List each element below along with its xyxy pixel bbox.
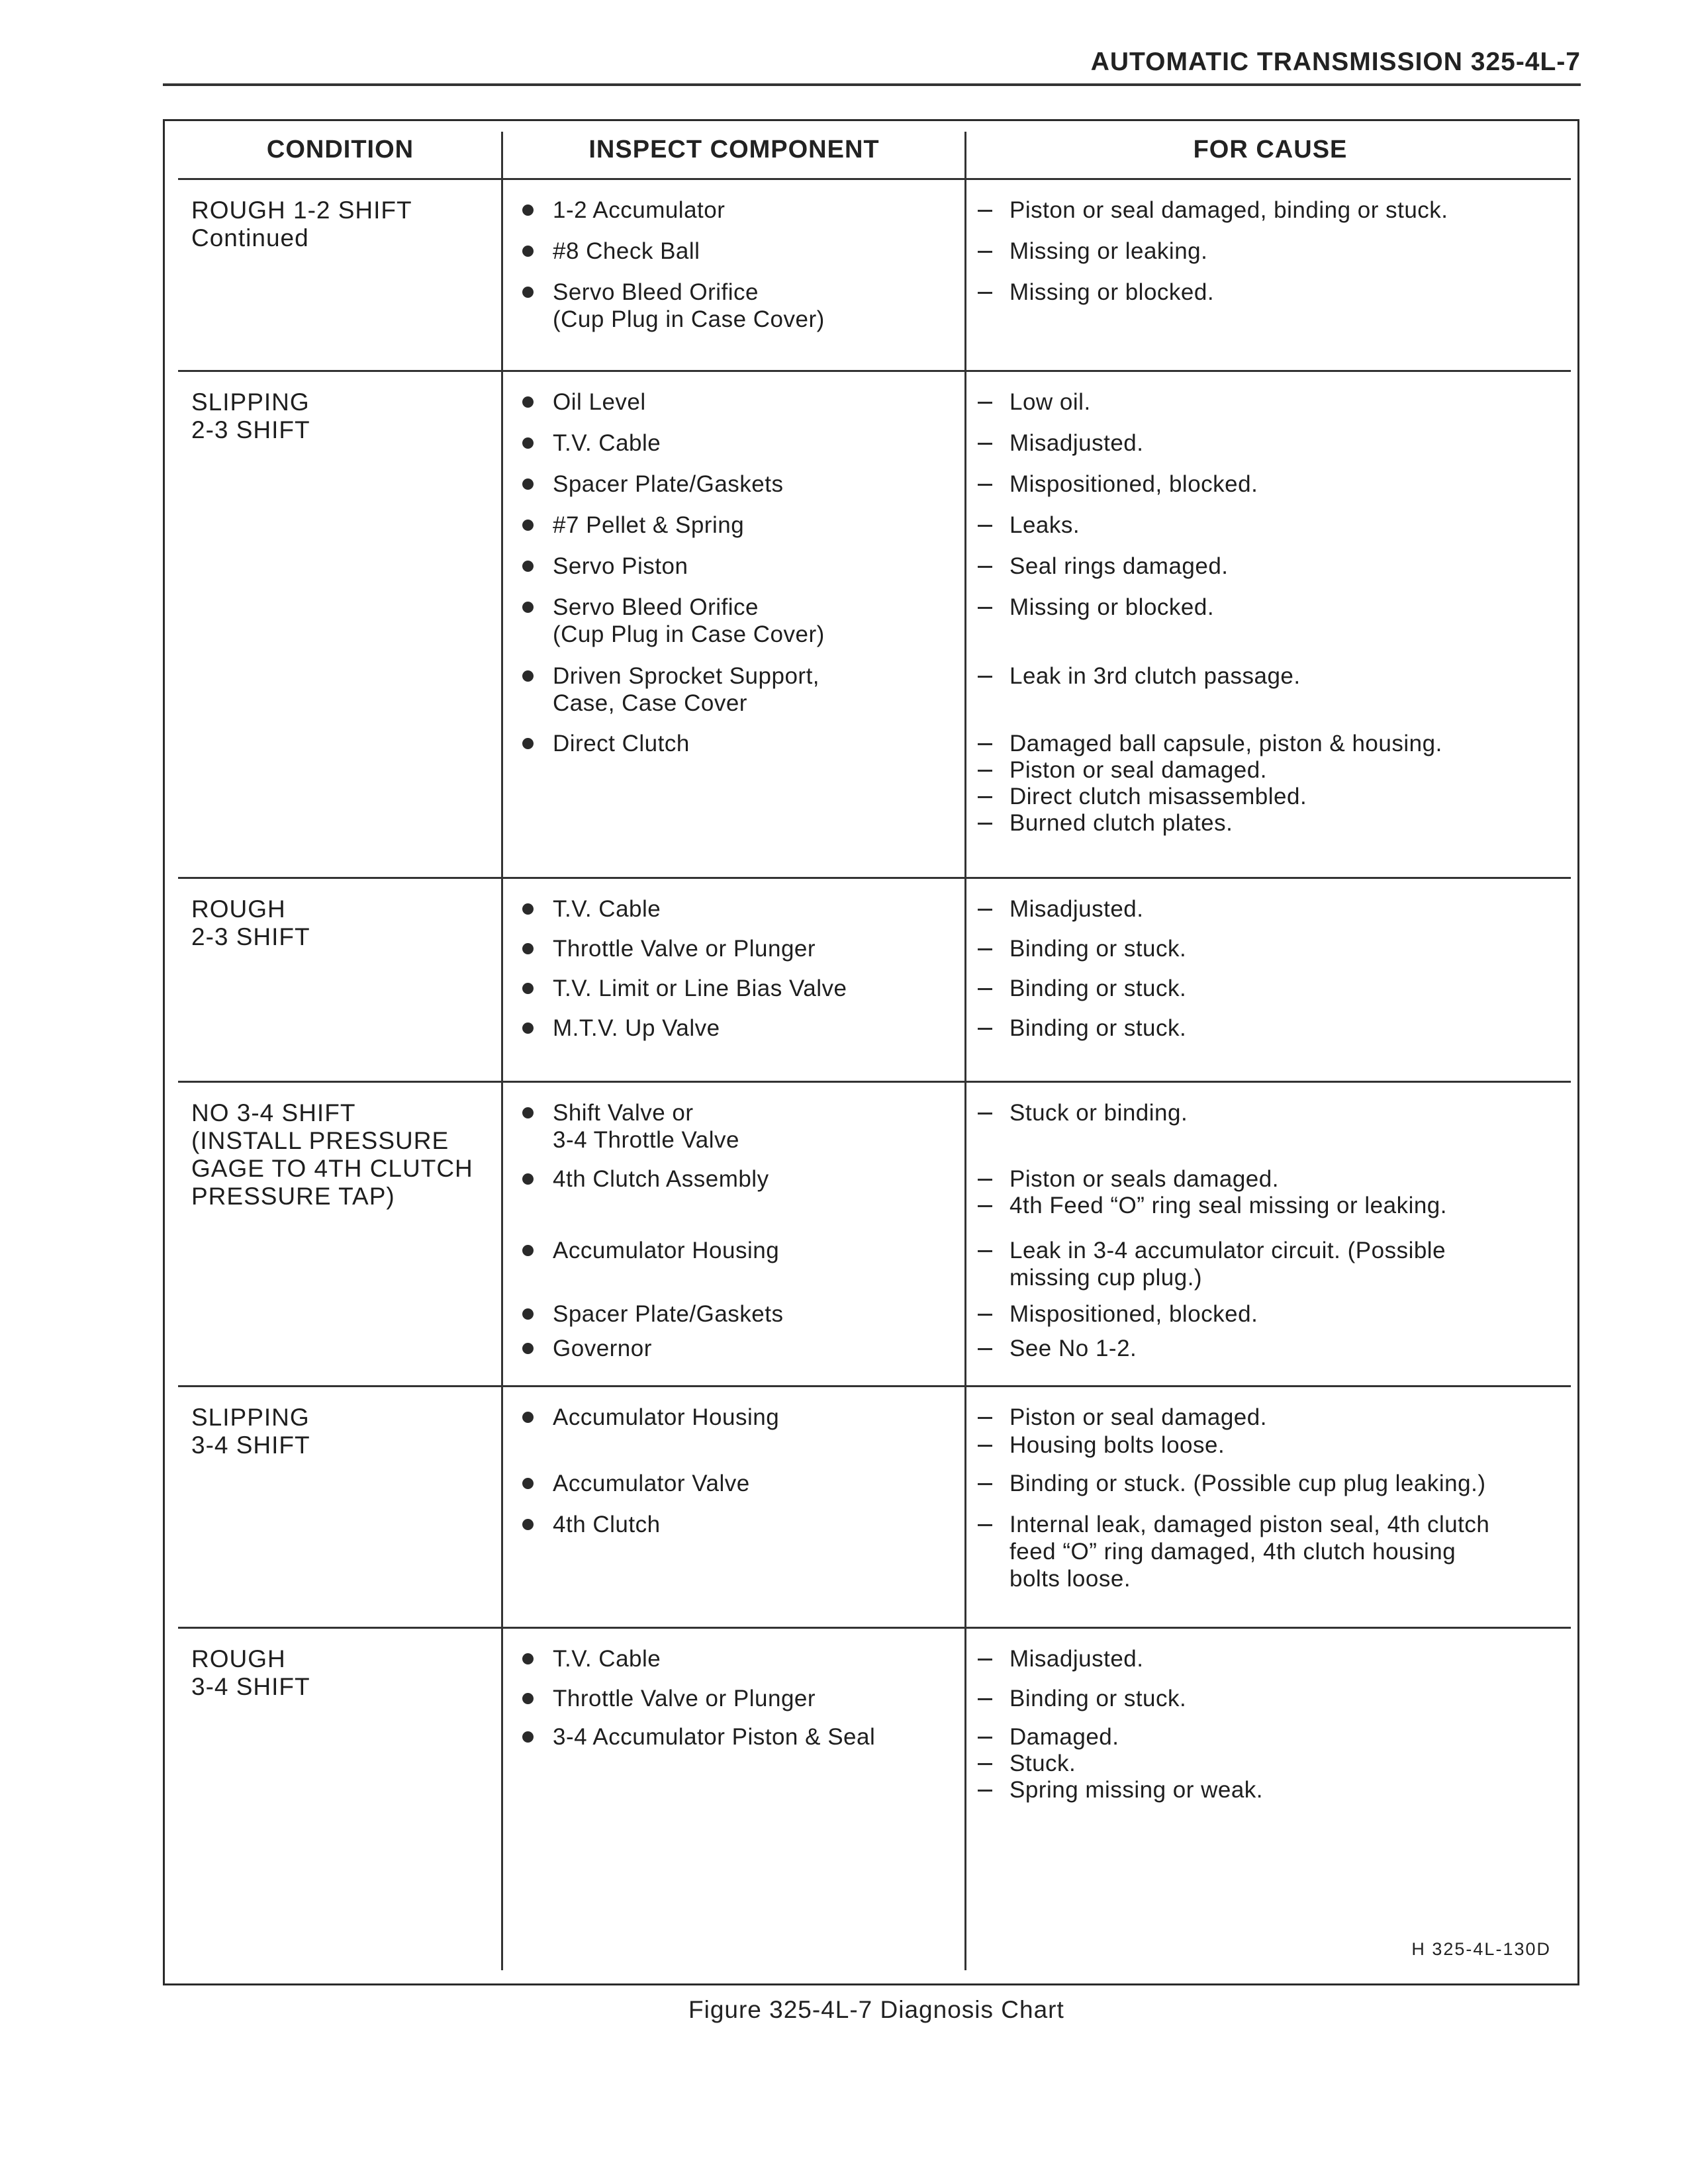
condition-cell bbox=[191, 197, 502, 252]
dash-icon bbox=[978, 292, 992, 294]
component-item bbox=[516, 1685, 953, 1712]
cause-text: Binding or stuck. bbox=[1009, 936, 1187, 962]
dash-icon bbox=[978, 210, 992, 212]
component-item bbox=[516, 1511, 953, 1538]
cause-item bbox=[972, 1237, 1568, 1291]
component-text: Direct Clutch bbox=[553, 731, 690, 756]
condition-text: ROUGH 1-2 SHIFT bbox=[191, 197, 412, 224]
component-item bbox=[516, 1099, 953, 1154]
component-item bbox=[516, 975, 953, 1002]
component-item bbox=[516, 238, 953, 265]
component-text: Servo Bleed Orifice bbox=[553, 279, 759, 305]
cause-item bbox=[972, 197, 1568, 224]
cause-item bbox=[972, 1335, 1568, 1362]
column-header-for-cause: FOR CAUSE bbox=[1193, 136, 1348, 163]
cause-item bbox=[972, 1192, 1568, 1219]
dash-icon bbox=[978, 484, 992, 486]
component-text: (Cup Plug in Case Cover) bbox=[553, 306, 825, 332]
cause-item bbox=[972, 388, 1568, 416]
dash-icon bbox=[978, 1179, 992, 1181]
bullet-icon bbox=[522, 1023, 534, 1034]
dash-icon bbox=[978, 743, 992, 745]
component-item bbox=[516, 1237, 953, 1264]
cause-text: Leaks. bbox=[1009, 512, 1080, 538]
row-divider bbox=[178, 877, 1571, 879]
component-item bbox=[516, 594, 953, 648]
cause-text: Piston or seals damaged. bbox=[1009, 1166, 1279, 1192]
component-item bbox=[516, 1723, 953, 1751]
dash-icon bbox=[978, 1763, 992, 1765]
condition-text: ROUGH bbox=[191, 1645, 286, 1672]
bullet-icon bbox=[522, 602, 534, 613]
component-item bbox=[516, 553, 953, 580]
component-text: #8 Check Ball bbox=[553, 238, 700, 264]
dash-icon bbox=[978, 525, 992, 527]
dash-icon bbox=[978, 402, 992, 404]
cause-item bbox=[972, 809, 1568, 837]
cause-item bbox=[972, 1404, 1568, 1431]
condition-cell bbox=[191, 388, 502, 444]
cause-item bbox=[972, 783, 1568, 810]
cause-text: Piston or seal damaged, binding or stuck. bbox=[1009, 197, 1448, 223]
component-item bbox=[516, 388, 953, 416]
component-item bbox=[516, 1404, 953, 1431]
cause-item bbox=[972, 662, 1568, 690]
component-item bbox=[516, 730, 953, 757]
dash-icon bbox=[978, 1417, 992, 1419]
diagnosis-chart bbox=[163, 119, 1579, 1985]
component-item bbox=[516, 1165, 953, 1193]
cause-text: feed “O” ring damaged, 4th clutch housing bbox=[1009, 1539, 1456, 1565]
condition-text: 3-4 SHIFT bbox=[191, 1673, 310, 1700]
dash-icon bbox=[978, 1250, 992, 1252]
component-text: 1-2 Accumulator bbox=[553, 197, 726, 223]
component-text: M.T.V. Up Valve bbox=[553, 1015, 720, 1041]
row-divider bbox=[178, 1081, 1571, 1083]
cause-text: Misadjusted. bbox=[1009, 430, 1144, 456]
row-divider bbox=[178, 370, 1571, 372]
component-text: Throttle Valve or Plunger bbox=[553, 1686, 816, 1711]
component-text: Governor bbox=[553, 1336, 652, 1361]
component-text: T.V. Cable bbox=[553, 896, 661, 922]
condition-cell bbox=[191, 895, 502, 951]
cause-text: missing cup plug.) bbox=[1009, 1265, 1203, 1291]
bullet-icon bbox=[522, 670, 534, 682]
bullet-icon bbox=[522, 1478, 534, 1489]
component-item bbox=[516, 935, 953, 962]
cause-item bbox=[972, 594, 1568, 621]
cause-item bbox=[972, 1165, 1568, 1193]
component-item bbox=[516, 1645, 953, 1672]
dash-icon bbox=[978, 1314, 992, 1316]
cause-item bbox=[972, 1470, 1568, 1497]
cause-item bbox=[972, 430, 1568, 457]
cause-item bbox=[972, 1015, 1568, 1042]
condition-text: ROUGH bbox=[191, 895, 286, 923]
component-text: 4th Clutch bbox=[553, 1512, 661, 1537]
bullet-icon bbox=[522, 1245, 534, 1256]
component-item bbox=[516, 1335, 953, 1362]
cause-item bbox=[972, 1750, 1568, 1777]
component-text: Spacer Plate/Gaskets bbox=[553, 1301, 784, 1327]
cause-item bbox=[972, 238, 1568, 265]
component-text: (Cup Plug in Case Cover) bbox=[553, 621, 825, 647]
cause-text: Damaged ball capsule, piston & housing. bbox=[1009, 731, 1442, 756]
cause-item bbox=[972, 935, 1568, 962]
cause-item bbox=[972, 1432, 1568, 1459]
cause-text: Piston or seal damaged. bbox=[1009, 757, 1267, 783]
bullet-icon bbox=[522, 437, 534, 449]
cause-item bbox=[972, 1723, 1568, 1751]
bullet-icon bbox=[522, 903, 534, 915]
bullet-icon bbox=[522, 1519, 534, 1530]
cause-text: Stuck or binding. bbox=[1009, 1100, 1188, 1126]
condition-text: 3-4 SHIFT bbox=[191, 1432, 310, 1459]
column-divider bbox=[964, 132, 966, 1970]
cause-text: Direct clutch misassembled. bbox=[1009, 784, 1307, 809]
figure-caption: Figure 325-4L-7 Diagnosis Chart bbox=[688, 1996, 1064, 2023]
cause-item bbox=[972, 1776, 1568, 1803]
component-text: Servo Piston bbox=[553, 553, 688, 579]
cause-text: Missing or leaking. bbox=[1009, 238, 1208, 264]
cause-text: Stuck. bbox=[1009, 1751, 1076, 1776]
bullet-icon bbox=[522, 396, 534, 408]
component-item bbox=[516, 512, 953, 539]
component-text: Case, Case Cover bbox=[553, 690, 747, 716]
condition-text: 2-3 SHIFT bbox=[191, 416, 310, 443]
component-text: Accumulator Housing bbox=[553, 1404, 780, 1430]
dash-icon bbox=[978, 1698, 992, 1700]
bullet-icon bbox=[522, 1173, 534, 1185]
cause-text: Spring missing or weak. bbox=[1009, 1777, 1264, 1803]
bullet-icon bbox=[522, 1107, 534, 1118]
bullet-icon bbox=[522, 1412, 534, 1423]
bullet-icon bbox=[522, 478, 534, 490]
row-divider bbox=[178, 178, 1571, 180]
dash-icon bbox=[978, 909, 992, 911]
component-item bbox=[516, 1470, 953, 1497]
cause-text: Missing or blocked. bbox=[1009, 594, 1215, 620]
bullet-icon bbox=[522, 205, 534, 216]
bullet-icon bbox=[522, 1653, 534, 1664]
component-text: #7 Pellet & Spring bbox=[553, 512, 745, 538]
cause-item bbox=[972, 1685, 1568, 1712]
bullet-icon bbox=[522, 1343, 534, 1354]
dash-icon bbox=[978, 1483, 992, 1485]
dash-icon bbox=[978, 607, 992, 609]
condition-text: GAGE TO 4TH CLUTCH bbox=[191, 1155, 473, 1182]
cause-text: bolts loose. bbox=[1009, 1566, 1131, 1592]
cause-text: Burned clutch plates. bbox=[1009, 810, 1233, 836]
cause-text: Binding or stuck. bbox=[1009, 1015, 1187, 1041]
cause-item bbox=[972, 1645, 1568, 1672]
component-text: T.V. Limit or Line Bias Valve bbox=[553, 976, 847, 1001]
component-item bbox=[516, 1015, 953, 1042]
component-text: Shift Valve or bbox=[553, 1100, 694, 1126]
cause-text: Mispositioned, blocked. bbox=[1009, 1301, 1258, 1327]
dash-icon bbox=[978, 1659, 992, 1661]
bullet-icon bbox=[522, 738, 534, 749]
component-item bbox=[516, 430, 953, 457]
condition-cell bbox=[191, 1645, 502, 1701]
cause-item bbox=[972, 553, 1568, 580]
cause-item bbox=[972, 471, 1568, 498]
dash-icon bbox=[978, 1113, 992, 1115]
bullet-icon bbox=[522, 287, 534, 298]
condition-text: Continued bbox=[191, 224, 309, 251]
cause-text: Binding or stuck. (Possible cup plug leaking.) bbox=[1009, 1471, 1486, 1496]
cause-text: Binding or stuck. bbox=[1009, 1686, 1187, 1711]
cause-item bbox=[972, 730, 1568, 757]
bullet-icon bbox=[522, 1308, 534, 1320]
condition-cell bbox=[191, 1404, 502, 1459]
component-item bbox=[516, 279, 953, 333]
cause-text: Low oil. bbox=[1009, 389, 1091, 415]
dash-icon bbox=[978, 1445, 992, 1447]
dash-icon bbox=[978, 796, 992, 798]
component-text: Driven Sprocket Support, bbox=[553, 663, 820, 689]
dash-icon bbox=[978, 1737, 992, 1739]
component-item bbox=[516, 1300, 953, 1328]
cause-text: Housing bolts loose. bbox=[1009, 1432, 1225, 1458]
column-header-inspect-component: INSPECT COMPONENT bbox=[588, 136, 880, 163]
cause-text: Misadjusted. bbox=[1009, 1646, 1144, 1672]
cause-text: Binding or stuck. bbox=[1009, 976, 1187, 1001]
cause-text: Internal leak, damaged piston seal, 4th clutch bbox=[1009, 1512, 1490, 1537]
dash-icon bbox=[978, 988, 992, 990]
component-text: Throttle Valve or Plunger bbox=[553, 936, 816, 962]
dash-icon bbox=[978, 676, 992, 678]
dash-icon bbox=[978, 443, 992, 445]
component-text: Accumulator Valve bbox=[553, 1471, 750, 1496]
component-text: 3-4 Accumulator Piston & Seal bbox=[553, 1724, 876, 1750]
cause-text: Leak in 3-4 accumulator circuit. (Possible bbox=[1009, 1238, 1446, 1263]
row-divider bbox=[178, 1627, 1571, 1629]
cause-text: Misadjusted. bbox=[1009, 896, 1144, 922]
dash-icon bbox=[978, 1205, 992, 1207]
figure-reference-code: H 325-4L-130D bbox=[1411, 1939, 1551, 1959]
cause-item bbox=[972, 975, 1568, 1002]
condition-text: SLIPPING bbox=[191, 388, 310, 416]
bullet-icon bbox=[522, 246, 534, 257]
dash-icon bbox=[978, 1028, 992, 1030]
cause-item bbox=[972, 279, 1568, 306]
bullet-icon bbox=[522, 1731, 534, 1743]
cause-text: Leak in 3rd clutch passage. bbox=[1009, 663, 1301, 689]
bullet-icon bbox=[522, 520, 534, 531]
bullet-icon bbox=[522, 1693, 534, 1704]
component-text: 4th Clutch Assembly bbox=[553, 1166, 769, 1192]
cause-item bbox=[972, 512, 1568, 539]
dash-icon bbox=[978, 1348, 992, 1350]
cause-item bbox=[972, 1511, 1568, 1592]
header-rule bbox=[163, 83, 1581, 86]
column-header-condition: CONDITION bbox=[266, 136, 414, 163]
component-text: Oil Level bbox=[553, 389, 646, 415]
component-item bbox=[516, 471, 953, 498]
cause-item bbox=[972, 1300, 1568, 1328]
page-header-title: AUTOMATIC TRANSMISSION 325-4L-7 bbox=[1090, 48, 1581, 76]
row-divider bbox=[178, 1385, 1571, 1387]
component-text: T.V. Cable bbox=[553, 430, 661, 456]
cause-item bbox=[972, 895, 1568, 923]
cause-text: Seal rings damaged. bbox=[1009, 553, 1229, 579]
dash-icon bbox=[978, 770, 992, 772]
condition-text: 2-3 SHIFT bbox=[191, 923, 310, 950]
condition-cell bbox=[191, 1099, 502, 1210]
dash-icon bbox=[978, 948, 992, 950]
cause-text: See No 1-2. bbox=[1009, 1336, 1137, 1361]
cause-item bbox=[972, 756, 1568, 784]
cause-text: Piston or seal damaged. bbox=[1009, 1404, 1267, 1430]
cause-text: 4th Feed “O” ring seal missing or leaking. bbox=[1009, 1193, 1447, 1218]
component-item bbox=[516, 197, 953, 224]
cause-text: Mispositioned, blocked. bbox=[1009, 471, 1258, 497]
cause-text: Damaged. bbox=[1009, 1724, 1119, 1750]
dash-icon bbox=[978, 566, 992, 568]
component-item bbox=[516, 895, 953, 923]
dash-icon bbox=[978, 823, 992, 825]
component-item bbox=[516, 662, 953, 717]
component-text: Spacer Plate/Gaskets bbox=[553, 471, 784, 497]
dash-icon bbox=[978, 1790, 992, 1792]
condition-text: PRESSURE TAP) bbox=[191, 1183, 395, 1210]
component-text: Servo Bleed Orifice bbox=[553, 594, 759, 620]
dash-icon bbox=[978, 251, 992, 253]
condition-text: (INSTALL PRESSURE bbox=[191, 1127, 449, 1154]
bullet-icon bbox=[522, 943, 534, 954]
component-text: 3-4 Throttle Valve bbox=[553, 1127, 740, 1153]
bullet-icon bbox=[522, 983, 534, 994]
cause-text: Missing or blocked. bbox=[1009, 279, 1215, 305]
dash-icon bbox=[978, 1524, 992, 1526]
condition-text: NO 3-4 SHIFT bbox=[191, 1099, 356, 1126]
cause-item bbox=[972, 1099, 1568, 1126]
bullet-icon bbox=[522, 561, 534, 572]
component-text: T.V. Cable bbox=[553, 1646, 661, 1672]
component-text: Accumulator Housing bbox=[553, 1238, 780, 1263]
condition-text: SLIPPING bbox=[191, 1404, 310, 1431]
